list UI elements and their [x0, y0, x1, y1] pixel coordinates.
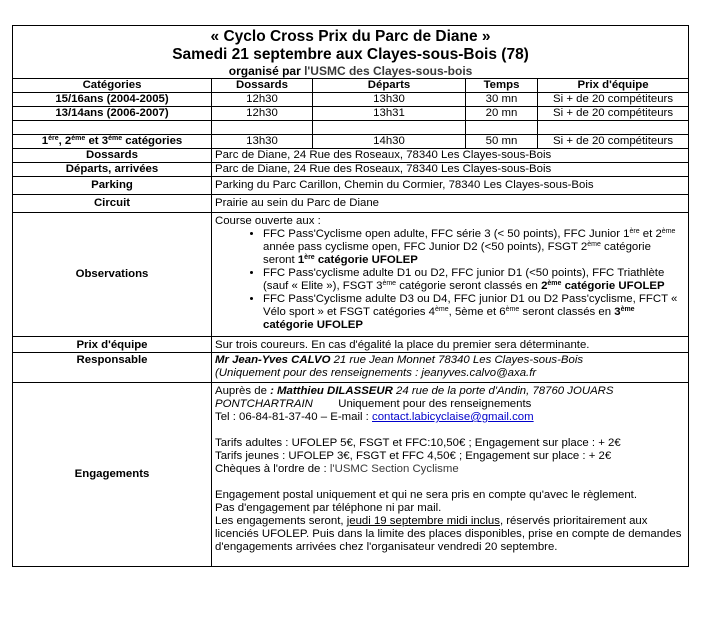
info-row-circuit [13, 195, 689, 213]
dossards-label: Dossards [13, 149, 212, 163]
dossards-cell: 13h30 [212, 135, 313, 149]
organizer-line: organisé par l'USMC des Clayes-sous-bois [228, 64, 473, 78]
departs-value: Parc de Diane, 24 Rue des Roseaux, 78340 Les Clayes-sous-Bois [212, 163, 689, 177]
header-categories: Catégories [13, 79, 212, 93]
temps-cell: 20 mn [466, 107, 538, 121]
engagements-body [212, 383, 689, 567]
closing-date: jeudi 19 septembre midi inclus [346, 515, 500, 527]
parking-label: Parking [13, 177, 212, 195]
cheques-line: Chèques à l'ordre de : l'USMC Section Cyclisme [215, 463, 459, 475]
responsable-value [212, 353, 689, 383]
temps-cell: 50 mn [466, 135, 538, 149]
info-row-parking [13, 177, 689, 195]
event-title: « Cyclo Cross Prix du Parc de Diane » [210, 28, 491, 45]
category-cell: 15/16ans (2004-2005) [13, 93, 212, 107]
tarifs-jeunes: Tarifs jeunes : UFOLEP 3€, FSGT et FFC 4,50€ ; Engagement sur place : + 2€ [215, 450, 612, 462]
organizer-name: l'USMC des Clayes-sous-bois [304, 64, 473, 78]
title-block [13, 26, 689, 79]
header-prix: Prix d'équipe [538, 79, 689, 93]
prix-cell: Si + de 20 compétiteurs [538, 135, 689, 149]
departs-cell: 13h30 [313, 93, 466, 107]
engagements-contact: Auprès de : Matthieu DILASSEUR 24 rue de la porte d'Andin, 78760 JOUARS PONTCHARTRAIN Uniquement pour des renseignements [215, 385, 614, 410]
dossards-cell: 12h30 [212, 93, 313, 107]
empty-row [13, 121, 689, 135]
closing-note: Les engagements seront, jeudi 19 septembre midi inclus, réservés prioritairement aux licenciés UFOLEP. Puis dans la limite des places disponibles, prise en compte de demandes d'engagements arrivées chez l'organisateur vendredi 20 septembre. [215, 515, 682, 553]
postal-note: Engagement postal uniquement et qui ne sera pris en compte qu'avec le règlement. [215, 489, 637, 501]
prix-cell: Si + de 20 compétiteurs [538, 93, 689, 107]
circuit-label: Circuit [13, 195, 212, 213]
dossards-cell: 12h30 [212, 107, 313, 121]
responsable-label: Responsable [13, 353, 212, 383]
info-row-dossards [13, 149, 689, 163]
header-departs: Départs [313, 79, 466, 93]
schedule-row [13, 107, 689, 121]
category-cell: 13/14ans (2006-2007) [13, 107, 212, 121]
circuit-value: Prairie au sein du Parc de Diane [212, 195, 689, 213]
departs-cell: 13h31 [313, 107, 466, 121]
observations-body [212, 213, 689, 337]
engagements-label: Engagements [13, 383, 212, 567]
info-row-departs [13, 163, 689, 177]
responsable-row [13, 353, 689, 383]
temps-cell: 30 mn [466, 93, 538, 107]
schedule-header-row [13, 79, 689, 93]
header-temps: Temps [466, 79, 538, 93]
observation-item: • FFC Pass'Cyclisme adulte D3 ou D4, FFC junior D1 ou D2 Pass'cyclisme, FFCT « Vélo sport » et FSGT catégories 4ème, 5ème et 6ème seront classés en 3ème catégorie UFOLEP [263, 293, 685, 332]
departs-cell: 14h30 [313, 135, 466, 149]
schedule-row [13, 135, 689, 149]
header-dossards: Dossards [212, 79, 313, 93]
responsable-note: (Uniquement pour des renseignements : jeanyves.calvo@axa.fr [215, 367, 537, 379]
prix-equipe-label: Prix d'équipe [13, 337, 212, 353]
email-link[interactable]: contact.labicyclaise@gmail.com [372, 411, 534, 423]
prix-equipe-value: Sur trois coureurs. En cas d'égalité la place du premier sera déterminante. [212, 337, 689, 353]
responsable-name: Mr Jean-Yves CALVO [215, 354, 331, 366]
observations-row [13, 213, 689, 337]
observation-item: • FFC Pass'cyclisme adulte D1 ou D2, FFC junior D1 (<50 points), FFC Triathlète (sauf « Elite »), FSGT 3ème catégorie seront classés en 2ème catégorie UFOLEP [263, 267, 685, 293]
observations-intro: Course ouverte aux : [215, 215, 321, 227]
event-table [12, 25, 689, 567]
no-phone-note: Pas d'engagement par téléphone ni par mail. [215, 502, 442, 514]
prix-cell: Si + de 20 compétiteurs [538, 107, 689, 121]
document [12, 25, 688, 567]
observation-item: • FFC Pass'Cyclisme open adulte, FFC série 3 (< 50 points), FFC Junior 1ère et 2ème année pass cyclisme open, FFC Junior D2 (<50 points), FSGT 2ème catégorie seront 1ère catégorie UFOLEP [263, 228, 685, 267]
responsable-address: 21 rue Jean Monnet 78340 Les Clayes-sous-Bois [330, 354, 584, 366]
prix-equipe-row [13, 337, 689, 353]
schedule-row [13, 93, 689, 107]
dossards-value: Parc de Diane, 24 Rue des Roseaux, 78340 Les Clayes-sous-Bois [212, 149, 689, 163]
event-date-place: Samedi 21 septembre aux Clayes-sous-Bois (78) [172, 46, 529, 63]
observations-list [215, 228, 685, 332]
departs-label: Départs, arrivées [13, 163, 212, 177]
parking-value: Parking du Parc Carillon, Chemin du Cormier, 78340 Les Clayes-sous-Bois [212, 177, 689, 195]
tarifs-adultes: Tarifs adultes : UFOLEP 5€, FSGT et FFC:10,50€ ; Engagement sur place : + 2€ [215, 437, 621, 449]
observations-label: Observations [13, 213, 212, 337]
category-cell: 1ère, 2ème et 3ème catégories [13, 135, 212, 149]
engagements-tel: Tel : 06-84-81-37-40 – E-mail : contact.labicyclaise@gmail.com [215, 411, 534, 423]
engagements-row [13, 383, 689, 567]
